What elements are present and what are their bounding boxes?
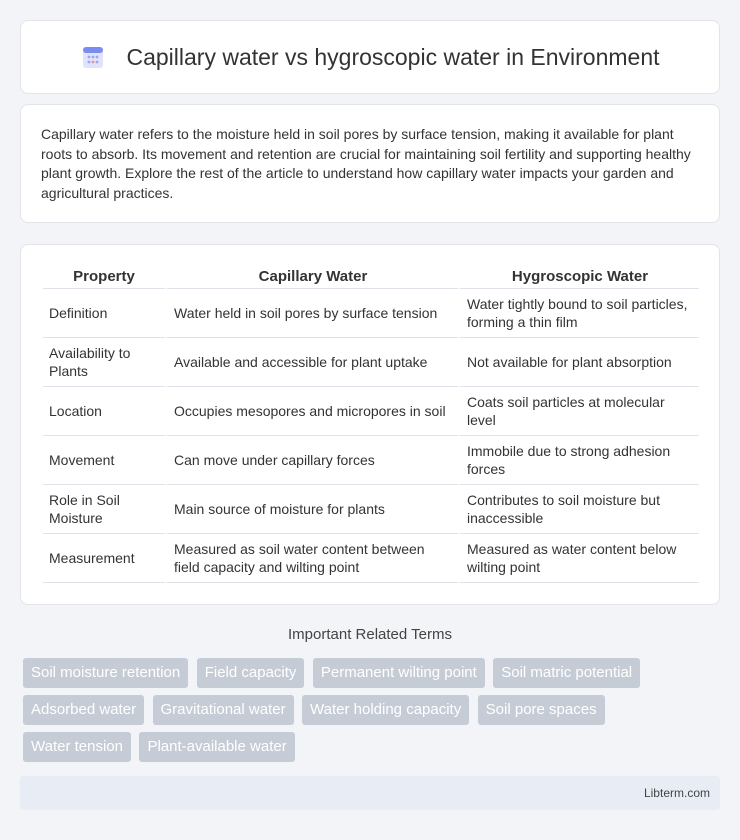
related-term-tag[interactable]: Field capacity	[197, 658, 305, 688]
table-cell: Water tightly bound to soil particles, forming a thin film	[458, 289, 699, 338]
column-header: Hygroscopic Water	[458, 265, 699, 289]
intro-text: Capillary water refers to the moisture held in soil pores by surface tension, making it available for plant roots to absorb. Its movement and retention are crucial for maintaining soil fertility and supporting healthy plant growth. Explore the rest of the article to understand how capillary water impacts your garden and agricultural practices.	[41, 126, 691, 201]
table-cell: Availability to Plants	[43, 338, 165, 387]
footer-site-link[interactable]: Libterm.com	[643, 786, 710, 800]
page-title: Capillary water vs hygroscopic water in Environment	[126, 43, 660, 70]
calendar-grid-icon	[80, 44, 106, 70]
table-cell: Location	[43, 387, 165, 436]
intro-card	[20, 104, 720, 223]
table-cell: Role in Soil Moisture	[43, 485, 165, 534]
table-cell: Not available for plant absorption	[458, 338, 699, 387]
related-term-tag[interactable]: Soil pore spaces	[478, 695, 605, 725]
table-cell: Available and accessible for plant uptake	[165, 338, 458, 387]
table-cell: Immobile due to strong adhesion forces	[458, 436, 699, 485]
table-row	[43, 338, 699, 387]
table-cell: Can move under capillary forces	[165, 436, 458, 485]
comparison-card	[20, 244, 720, 605]
comparison-table	[43, 265, 699, 583]
table-row	[43, 387, 699, 436]
table-row	[43, 289, 699, 338]
table-cell: Measurement	[43, 534, 165, 583]
table-cell: Contributes to soil moisture but inaccessible	[458, 485, 699, 534]
related-term-tag[interactable]: Water tension	[23, 732, 131, 762]
related-term-tag[interactable]: Permanent wilting point	[313, 658, 485, 688]
related-term-tag[interactable]: Water holding capacity	[302, 695, 469, 725]
table-cell: Coats soil particles at molecular level	[458, 387, 699, 436]
related-terms-title: Important Related Terms	[288, 626, 452, 643]
table-cell: Definition	[43, 289, 165, 338]
table-cell: Water held in soil pores by surface tension	[165, 289, 458, 338]
related-term-tag[interactable]: Soil matric potential	[493, 658, 640, 688]
table-cell: Measured as water content below wilting point	[458, 534, 699, 583]
footer	[20, 776, 720, 810]
related-term-tag[interactable]: Plant-available water	[139, 732, 294, 762]
related-term-tag[interactable]: Soil moisture retention	[23, 658, 188, 688]
table-cell: Measured as soil water content between field capacity and wilting point	[165, 534, 458, 583]
column-header: Capillary Water	[165, 265, 458, 289]
table-cell: Movement	[43, 436, 165, 485]
table-row	[43, 436, 699, 485]
table-row	[43, 485, 699, 534]
table-cell: Occupies mesopores and micropores in soil	[165, 387, 458, 436]
table-cell: Main source of moisture for plants	[165, 485, 458, 534]
related-term-tag[interactable]: Gravitational water	[153, 695, 294, 725]
table-row	[43, 534, 699, 583]
column-header: Property	[43, 265, 165, 289]
header-card	[20, 20, 720, 94]
related-term-tag[interactable]: Adsorbed water	[23, 695, 144, 725]
related-terms-list	[23, 658, 713, 769]
table-header-row	[43, 265, 699, 289]
